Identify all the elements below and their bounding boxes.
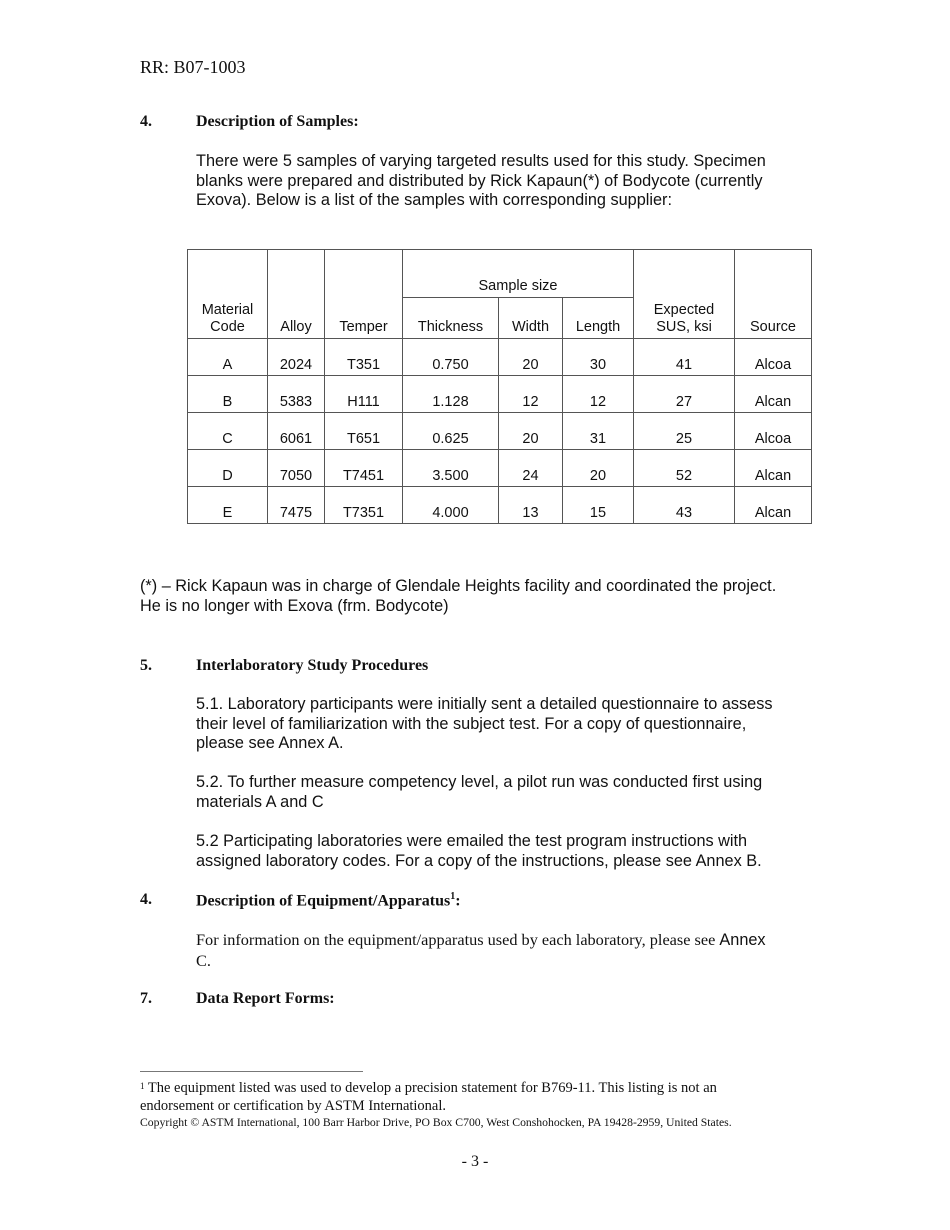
- text-line: 5.2. To further measure competency level, a pilot run was conducted first using: [196, 773, 763, 791]
- section-heading-equipment: [0, 891, 950, 911]
- cell-source: Alcan: [735, 376, 812, 413]
- text-line: There were 5 samples of varying targeted results used for this study. Specimen: [196, 152, 766, 170]
- cell-thickness: 1.128: [403, 376, 499, 413]
- table-row: [188, 450, 812, 487]
- section-number: 7.: [140, 990, 152, 1007]
- text-line: assigned laboratory codes. For a copy of the instructions, please see Annex B.: [196, 851, 762, 870]
- header-expected-sus: Expected SUS, ksi: [634, 250, 735, 339]
- cell-code: A: [188, 339, 268, 376]
- header-source: Source: [735, 250, 812, 339]
- text-line: Exova). Below is a list of the samples with corresponding supplier:: [196, 191, 672, 209]
- cell-thickness: 4.000: [403, 487, 499, 524]
- header-alloy: Alloy: [268, 250, 325, 339]
- footnote: [140, 1079, 840, 1115]
- cell-expected-sus: 41: [634, 339, 735, 376]
- cell-source: Alcoa: [735, 339, 812, 376]
- cell-thickness: 0.625: [403, 413, 499, 450]
- report-id: RR: B07-1003: [140, 57, 246, 77]
- cell-code: E: [188, 487, 268, 524]
- cell-temper: H111: [325, 376, 403, 413]
- cell-alloy: 7050: [268, 450, 325, 487]
- footnote-marker: 1: [140, 1081, 145, 1091]
- cell-thickness: 0.750: [403, 339, 499, 376]
- cell-length: 20: [563, 450, 634, 487]
- cell-alloy: 5383: [268, 376, 325, 413]
- cell-width: 24: [499, 450, 563, 487]
- cell-temper: T351: [325, 339, 403, 376]
- cell-expected-sus: 27: [634, 376, 735, 413]
- page-number: - 3 -: [461, 1153, 489, 1170]
- section-heading-data-forms: [0, 990, 950, 1010]
- cell-expected-sus: 52: [634, 450, 735, 487]
- cell-length: 15: [563, 487, 634, 524]
- text-line: blanks were prepared and distributed by Rick Kapaun(*) of Bodycote (currently: [196, 171, 763, 190]
- text-line: (*) – Rick Kapaun was in charge of Glendale Heights facility and coordinated the project.: [140, 577, 777, 595]
- section-number: 5.: [140, 657, 152, 674]
- procedure-item-5-2b: [196, 832, 816, 871]
- text-line: their level of familiarization with the subject test. For a copy of questionnaire,: [196, 714, 747, 733]
- cell-temper: T7451: [325, 450, 403, 487]
- cell-source: Alcan: [735, 487, 812, 524]
- footnote-text: endorsement or certification by ASTM International.: [140, 1098, 447, 1114]
- procedure-item-5-1: [196, 695, 816, 754]
- cell-alloy: 2024: [268, 339, 325, 376]
- samples-table: [187, 249, 812, 524]
- table-row: [188, 413, 812, 450]
- cell-width: 13: [499, 487, 563, 524]
- cell-expected-sus: 25: [634, 413, 735, 450]
- table-row: [188, 339, 812, 376]
- cell-alloy: 7475: [268, 487, 325, 524]
- cell-length: 31: [563, 413, 634, 450]
- table-row: [188, 487, 812, 524]
- cell-source: Alcan: [735, 450, 812, 487]
- cell-code: D: [188, 450, 268, 487]
- asterisk-note: [140, 577, 820, 616]
- text-line: 5.2 Participating laboratories were emailed the test program instructions with: [196, 832, 748, 850]
- table-row: [188, 376, 812, 413]
- header-temper: Temper: [325, 250, 403, 339]
- samples-intro-paragraph: [196, 152, 816, 211]
- header-thickness: Thickness: [403, 298, 499, 339]
- cell-width: 20: [499, 413, 563, 450]
- section-heading-samples: [0, 113, 950, 133]
- cell-temper: T651: [325, 413, 403, 450]
- text-line: C.: [196, 950, 211, 970]
- cell-width: 12: [499, 376, 563, 413]
- section-heading-procedures: [0, 657, 950, 677]
- cell-width: 20: [499, 339, 563, 376]
- text-line: please see Annex A.: [196, 734, 344, 752]
- cell-thickness: 3.500: [403, 450, 499, 487]
- cell-expected-sus: 43: [634, 487, 735, 524]
- header-sample-size: Sample size: [403, 250, 634, 298]
- header-material-code: Material Code: [188, 250, 268, 339]
- equipment-paragraph: [196, 930, 816, 970]
- section-number: 4.: [140, 891, 152, 908]
- text-line: 5.1. Laboratory participants were initially sent a detailed questionnaire to assess: [196, 695, 773, 713]
- footnote-divider: [140, 1071, 363, 1072]
- copyright-notice: Copyright © ASTM International, 100 Barr Harbor Drive, PO Box C700, West Conshohocken, PA 19428-2959, United States.: [140, 1116, 732, 1129]
- section-title: Description of Samples:: [196, 113, 359, 130]
- text-annex: Annex: [719, 931, 766, 949]
- footnote-text: The equipment listed was used to develop a precision statement for B769-11. This listing is not an: [144, 1080, 717, 1096]
- text-line: materials A and C: [196, 792, 324, 811]
- cell-length: 12: [563, 376, 634, 413]
- header-width: Width: [499, 298, 563, 339]
- procedure-item-5-2a: [196, 773, 816, 812]
- section-title: Data Report Forms:: [196, 990, 335, 1007]
- section-number: 4.: [140, 113, 152, 130]
- cell-alloy: 6061: [268, 413, 325, 450]
- table-header-row: [188, 250, 812, 298]
- footnote-ref[interactable]: 1: [450, 891, 456, 902]
- header-length: Length: [563, 298, 634, 339]
- cell-temper: T7351: [325, 487, 403, 524]
- cell-code: B: [188, 376, 268, 413]
- section-title: Interlaboratory Study Procedures: [196, 657, 429, 674]
- cell-source: Alcoa: [735, 413, 812, 450]
- cell-code: C: [188, 413, 268, 450]
- text-line: He is no longer with Exova (frm. Bodycote): [140, 596, 449, 615]
- cell-length: 30: [563, 339, 634, 376]
- text-serif: For information on the equipment/apparatus used by each laboratory, please see: [196, 930, 720, 949]
- section-title: Description of Equipment/Apparatus$^1$:: [196, 891, 461, 910]
